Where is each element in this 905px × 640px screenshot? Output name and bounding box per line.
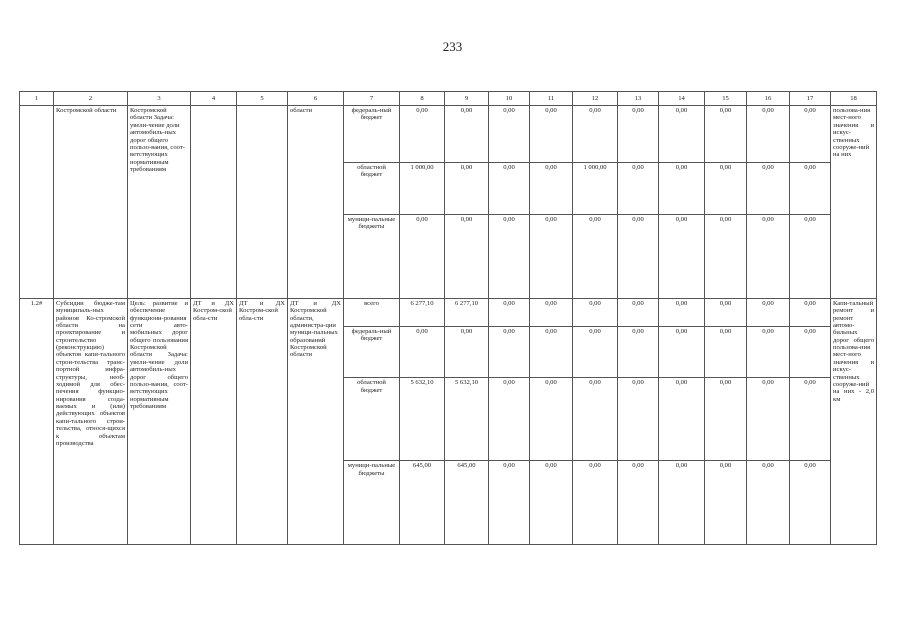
executor: ДТ и ДХ Костром-ской обла-сти [191, 298, 237, 544]
coordinator: ДТ и ДХ Костром-ской обла-сти [237, 298, 288, 544]
amount-cell: 0,00 [489, 162, 530, 214]
row-number [20, 106, 54, 299]
amount-cell: 0,00 [445, 162, 489, 214]
amount-cell: 0,00 [400, 327, 445, 378]
amount-cell: 0,00 [790, 298, 831, 326]
amount-cell: 0,00 [790, 327, 831, 378]
amount-cell: 0,00 [445, 106, 489, 162]
column-header-11: 11 [530, 92, 573, 106]
amount-cell: 0,00 [790, 461, 831, 545]
column-header-5: 5 [237, 92, 288, 106]
amount-cell: 0,00 [747, 215, 790, 299]
amount-cell: 0,00 [790, 378, 831, 461]
amount-cell: 0,00 [790, 162, 831, 214]
amount-cell: 6 277,10 [400, 298, 445, 326]
amount-cell: 0,00 [705, 215, 747, 299]
amount-cell: 0,00 [400, 106, 445, 162]
amount-cell: 0,00 [790, 215, 831, 299]
column-header-17: 17 [790, 92, 831, 106]
table-row [20, 298, 877, 326]
amount-cell: 0,00 [489, 298, 530, 326]
amount-cell: 0,00 [618, 106, 659, 162]
column-header-18: 18 [831, 92, 877, 106]
amount-cell: 0,00 [618, 327, 659, 378]
funding-source: федераль-ный бюджет [344, 327, 400, 378]
amount-cell: 0,00 [659, 215, 705, 299]
amount-cell: 0,00 [618, 298, 659, 326]
amount-cell: 0,00 [705, 298, 747, 326]
amount-cell: 0,00 [705, 327, 747, 378]
amount-cell: 0,00 [747, 298, 790, 326]
funding-source: муници-пальные бюджеты [344, 461, 400, 545]
funding-source: муници-пальные бюджеты [344, 215, 400, 299]
table-row [20, 106, 877, 162]
amount-cell: 0,00 [489, 461, 530, 545]
amount-cell: 0,00 [573, 215, 618, 299]
column-header-15: 15 [705, 92, 747, 106]
amount-cell: 6 277,10 [445, 298, 489, 326]
amount-cell: 0,00 [705, 162, 747, 214]
amount-cell: 0,00 [747, 461, 790, 545]
column-header-12: 12 [573, 92, 618, 106]
amount-cell: 0,00 [659, 378, 705, 461]
column-header-3: 3 [128, 92, 191, 106]
amount-cell: 0,00 [573, 106, 618, 162]
amount-cell: 0,00 [747, 378, 790, 461]
column-header-10: 10 [489, 92, 530, 106]
amount-cell: 0,00 [530, 327, 573, 378]
amount-cell: 0,00 [618, 162, 659, 214]
amount-cell: 645,00 [445, 461, 489, 545]
funding-source: областной бюджет [344, 378, 400, 461]
funding-source: федераль-ный бюджет [344, 106, 400, 162]
amount-cell: 0,00 [445, 327, 489, 378]
result-cell: пользова-ния мест-ного значения и искус-ственных сооруже-ний на них [831, 106, 877, 299]
amount-cell: 645,00 [400, 461, 445, 545]
column-header-8: 8 [400, 92, 445, 106]
amount-cell: 0,00 [530, 215, 573, 299]
amount-cell: 0,00 [618, 378, 659, 461]
column-header-6: 6 [288, 92, 344, 106]
amount-cell: 0,00 [705, 461, 747, 545]
row-number: 1.2# [20, 298, 54, 544]
amount-cell: 0,00 [400, 215, 445, 299]
amount-cell: 0,00 [618, 461, 659, 545]
amount-cell: 0,00 [530, 162, 573, 214]
header-row [20, 92, 877, 106]
amount-cell: 0,00 [573, 298, 618, 326]
funding-source: всего [344, 298, 400, 326]
column-header-13: 13 [618, 92, 659, 106]
participants: ДТ и ДХ Костромской области, администра-ции муници-пальных образований Костромской области [288, 298, 344, 544]
amount-cell: 0,00 [573, 378, 618, 461]
goal-task: Цель: развитие и обеспечение функциони-рования сети авто-мобильных дорог общего пользования Костромской области Задача: увели-чение доли автомобиль-ных дорог общего пользо-вания, соот-ветствующих нормативным требованиям [128, 298, 191, 544]
amount-cell: 1 000,00 [573, 162, 618, 214]
result-cell: Капи-тальный ремонт и ремонт автомо-бильных дорог общего пользова-ния мест-ного значения и искус-ственных сооруже-ний на них - 2,0 км [831, 298, 877, 544]
amount-cell: 0,00 [530, 461, 573, 545]
funding-source: областной бюджет [344, 162, 400, 214]
page-number: 233 [442, 39, 463, 54]
amount-cell: 0,00 [445, 215, 489, 299]
budget-table [19, 91, 877, 545]
column-header-9: 9 [445, 92, 489, 106]
coordinator [237, 106, 288, 299]
executor [191, 106, 237, 299]
amount-cell: 0,00 [659, 162, 705, 214]
column-header-14: 14 [659, 92, 705, 106]
amount-cell: 5 632,10 [400, 378, 445, 461]
amount-cell: 0,00 [489, 106, 530, 162]
amount-cell: 0,00 [747, 106, 790, 162]
amount-cell: 0,00 [659, 298, 705, 326]
measure-name: Костромской области [54, 106, 128, 299]
amount-cell: 0,00 [489, 378, 530, 461]
amount-cell: 1 000,00 [400, 162, 445, 214]
column-header-1: 1 [20, 92, 54, 106]
column-header-7: 7 [344, 92, 400, 106]
amount-cell: 5 632,10 [445, 378, 489, 461]
amount-cell: 0,00 [530, 378, 573, 461]
measure-name: Субсидии бюдже-там муниципаль-ных районов Ко-стромской области на проектирование и строительство (реконструкцию) объектов капи-тального строи-тельства транс-портной инфра-структуры, необ-ходимой для обес-печения функцио-нирования созда-ваемых и (или) действующих объектов капи-тального строи-тельства, относя-щихся к объектам производства [54, 298, 128, 544]
amount-cell: 0,00 [659, 106, 705, 162]
amount-cell: 0,00 [530, 106, 573, 162]
amount-cell: 0,00 [530, 298, 573, 326]
column-header-2: 2 [54, 92, 128, 106]
amount-cell: 0,00 [618, 215, 659, 299]
amount-cell: 0,00 [573, 327, 618, 378]
amount-cell: 0,00 [573, 461, 618, 545]
amount-cell: 0,00 [790, 106, 831, 162]
goal-task: Костромской области Задача: увели-чение доли автомобиль-ных дорог общего пользо-вания, соот-ветствующих нормативным требованиям [128, 106, 191, 299]
amount-cell: 0,00 [489, 215, 530, 299]
amount-cell: 0,00 [489, 327, 530, 378]
amount-cell: 0,00 [747, 162, 790, 214]
amount-cell: 0,00 [705, 378, 747, 461]
amount-cell: 0,00 [747, 327, 790, 378]
amount-cell: 0,00 [705, 106, 747, 162]
column-header-4: 4 [191, 92, 237, 106]
amount-cell: 0,00 [659, 461, 705, 545]
amount-cell: 0,00 [659, 327, 705, 378]
participants: области [288, 106, 344, 299]
column-header-16: 16 [747, 92, 790, 106]
